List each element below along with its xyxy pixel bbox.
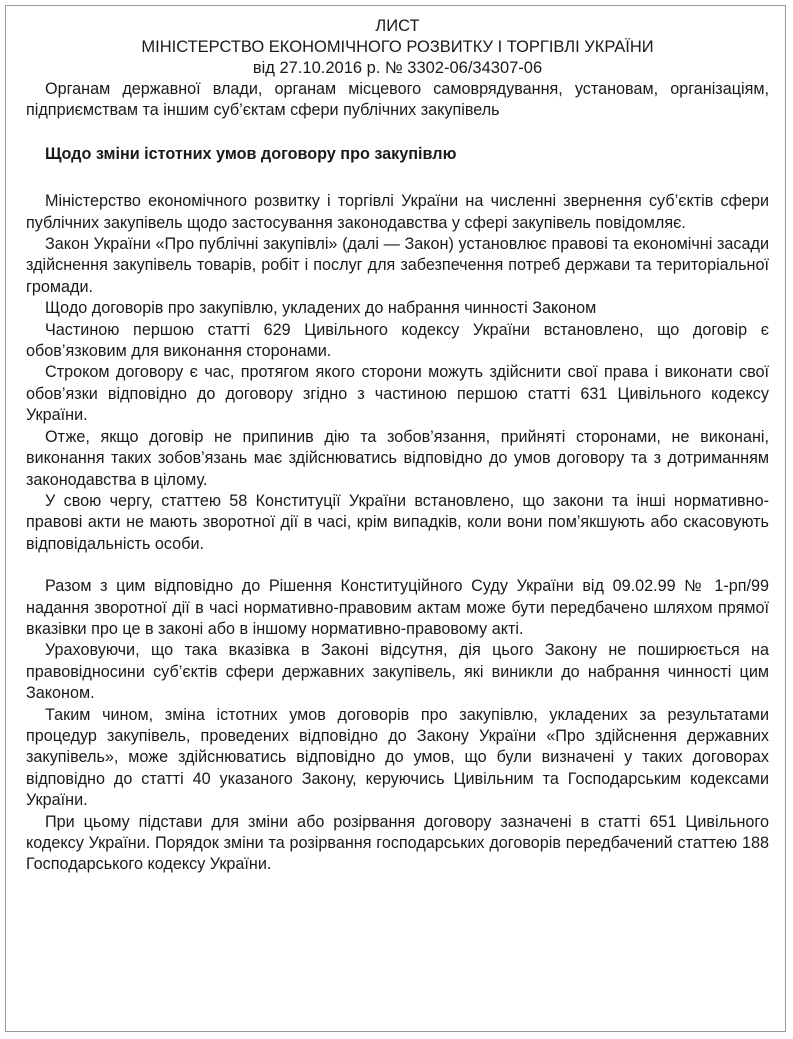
paragraph: Міністерство економічного розвитку і торгівлі України на численні звернення суб’єктів сфери публічних закупівель щодо застосування законодавства у сфері закупівель повідомляє. <box>26 192 769 232</box>
paragraph: При цьому підстави для зміни або розірвання договору зазначені в статті 651 Цивільного кодексу України. Порядок зміни та розірвання господарських договорів передбачений статтею 188 Господарського кодексу України. <box>26 812 769 874</box>
paragraph-gap <box>26 555 769 576</box>
paragraph: Частиною першою статті 629 Цивільного кодексу України встановлено, що договір є обов’язковим для виконання сторонами. <box>26 320 769 361</box>
paragraph: Отже, якщо договір не припинив дію та зобов’язання, прийняті сторонами, не виконані, виконання таких зобов’язань має здійснюватись відповідно до умов договору та з дотриманням законодавства в цілому. <box>26 427 769 489</box>
doc-type-title: ЛИСТ <box>375 17 420 35</box>
paragraph: У свою чергу, статтею 58 Конституції України встановлено, що закони та інші нормативно-правові акти не мають зворотної дії в часі, крім випадків, коли вони пом’якшують або скасовують відповідальність особи. <box>26 491 769 553</box>
paragraph: Строком договору є час, протягом якого сторони можуть здійснити свої права і виконати свої обов’язки відповідно до договору згідно з частиною першою статті 631 Цивільного кодексу України. <box>26 363 769 425</box>
document-content <box>26 16 769 876</box>
paragraph: Таким чином, зміна істотних умов договорів про закупівлю, укладених за результатами процедур закупівель, проведених відповідно до Закону України «Про здійснення державних закупівель», може здійснюватись відповідно до умов, що були визначені у таких договорах відповідно до статті 40 указаного Закону, керуючись Цивільним та Господарським кодексами України. <box>26 705 769 810</box>
letter-header <box>26 16 769 79</box>
paragraph: Разом з цим відповідно до Рішення Конституційного Суду України від 09.02.99 № 1-рп/99 надання зворотної дії в часі нормативно-правовим актам може бути передбачено шляхом прямої вказівки про це в законі або в іншому нормативно-правовому акті. <box>26 577 769 638</box>
addressee: Органам державної влади, органам місцевого самоврядування, установам, організаціям, підприємствам та іншим суб’єктам сфери публічних закупівель <box>26 80 769 120</box>
letter-date-number: від 27.10.2016 р. № 3302-06/34307-06 <box>252 59 543 77</box>
paragraph: Ураховуючи, що така вказівка в Законі відсутня, дія цього Закону не поширюється на правовідносини суб’єктів сфери державних закупівель, які виникли до набрання чинності цим Законом. <box>26 641 769 703</box>
paragraph: Щодо договорів про закупівлю, укладених до набрання чинності Законом <box>45 299 597 318</box>
ministry-name: МІНІСТЕРСТВО ЕКОНОМІЧНОГО РОЗВИТКУ І ТОРГІВЛІ УКРАЇНИ <box>141 38 654 56</box>
letter-body <box>26 191 769 876</box>
letter-subject: Щодо зміни істотних умов договору про закупівлю <box>45 144 457 163</box>
paragraph: Закон України «Про публічні закупівлі» (далі — Закон) установлює правові та економічні засади здійснення закупівель товарів, робіт і послуг для забезпечення потреб держави та територіальної громади. <box>26 235 769 296</box>
